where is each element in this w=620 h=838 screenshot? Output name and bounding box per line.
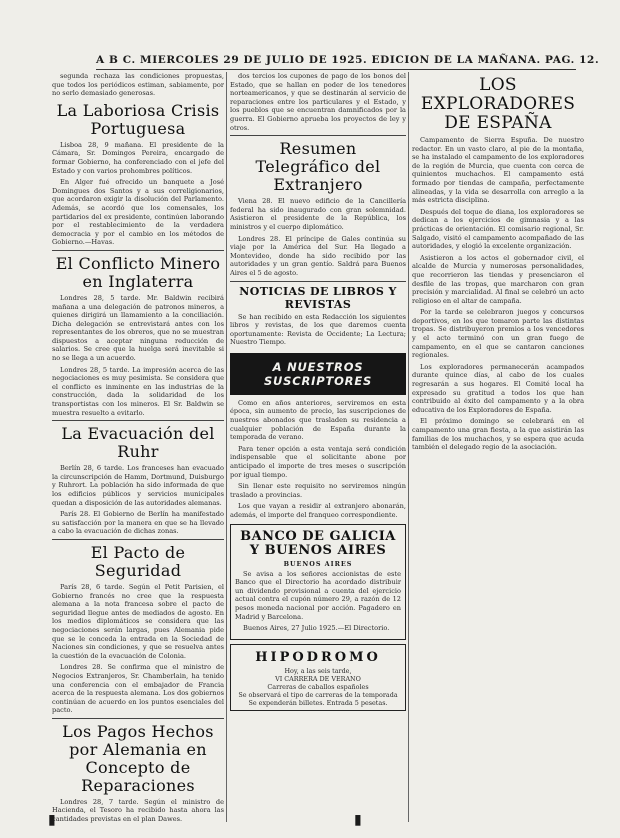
article-pacto (52, 544, 224, 715)
divider (52, 250, 224, 251)
article-paragraph: Berlín 28, 6 tarde. Los franceses han evacuado la circunscripción de Hamm, Dortmund, Duisburgo y Ruhrort. La población ha sido informada de que los edificios públicos y servicios municipales quedan a disposición de las autoridades alemanas. (52, 464, 224, 507)
headline-pacto: El Pacto de Seguridad (90, 542, 186, 580)
article-exploradores (412, 76, 584, 452)
article-ruhr (52, 425, 224, 536)
article-paragraph: Lisboa 28, 9 mañana. El presidente de la Cámara, Sr. Domingos Pereira, encargado de formar Gobierno, ha conferenciado con el jefe del Estado y con varios prohombres políticos. (52, 140, 224, 175)
hipodromo-line: Carreras de caballos españoles (267, 682, 369, 691)
subscribers-banner: A NUESTROS SUSCRIPTORES (230, 353, 406, 395)
article-paragraph: Londres 28, 5 tarde. La impresión acerca de las negociaciones es muy pesimista. Se considera que el conflicto es inminente en las industrias de la construcción, dada la solidaridad de los transportistas con los mineros. El Sr. Baldwin se muestra resuelto a evitarlo. (52, 365, 224, 417)
bank-paragraph: Se avisa a los señores accionistas de este Banco que el Directorio ha acordado distribuir un dividendo provisional a cuenta del ejercicio actual contra el cupón número 29, a razón de 12 pesos moneda nacional por acción. Pagadero en Madrid y Barcelona. (235, 569, 401, 621)
article-paragraph: Londres 28, 5 tarde. Mr. Baldwin recibirá mañana a una delegación de patronos mineros, a quienes dirigirá un llamamiento a la conciliación. Dicha delegación se entrevistará antes con los representantes de los obreros, que no se muestran dispuestos a aceptar ninguna reducción de salarios. Se cree que la huelga será inevitable si no se llega a un acuerdo. (52, 293, 224, 363)
article-paragraph: Los exploradores permanecerán acampados durante quince días, al cabo de los cuales regresarán a sus hogares. El Comité local ha expresado su gratitud a todos los que han contribuido al éxito del campamento y a la obra educativa de los Exploradores de España. (412, 362, 584, 414)
hipodromo-line: VI CARRERA DE VERANO (275, 674, 361, 683)
headline-conflicto: El Conflicto Minero en Inglaterra (55, 253, 221, 291)
headline-exploradores: LOS EXPLORADORES DE ESPAÑA (420, 75, 576, 133)
registration-mark-left: ▮ (48, 812, 56, 828)
column-middle (230, 72, 406, 824)
article-paragraph: París 28, 6 tarde. Según el Petit Parisien, el Gobierno francés no cree que la respuesta alemana a la nota francesa sobre el pacto de seguridad llegue antes de mediados de agosto. En los medios diplomáticos se considera que las negociaciones serán largas, pues Alemania pide que se le conceda la entrada en la Sociedad de Naciones sin condiciones, y que se resuelva antes la cuestión de la evacuación de Colonia. (52, 582, 224, 660)
article-paragraph: Londres 28. Se confirma que el ministro de Negocios Extranjeros, Sr. Chamberlain, ha tenido una conferencia con el embajador de Francia acerca de la respuesta alemana. Los dos gobiernos continúan de acuerdo en los puntos esenciales del pacto. (52, 663, 224, 715)
article-pagos (52, 723, 224, 824)
article-laboriosa (52, 102, 224, 247)
article-paragraph: Asistieron a los actos el gobernador civil, el alcalde de Murcia y numerosas personalidades, que recorrieron las tiendas y presenciaron el desfile de las tropas, que marcharon con gran precisión y marcialidad. Al final se celebró un acto religioso en el altar de campaña. (412, 253, 584, 305)
headline-laboriosa: La Laboriosa Crisis Portuguesa (56, 100, 220, 138)
bank-title: BANCO DE GALICIA Y BUENOS AIRES (240, 528, 396, 558)
bank-advertisement (230, 524, 406, 640)
article-paragraph: Como en años anteriores, serviremos en esta época, sin aumento de precio, las suscripciones de nuestros abonados que trasladen su residencia a cualquier población de España durante la temporada de verano. (230, 398, 406, 442)
intro-paragraph: segunda rechaza las condiciones propuestas, que todos los periódicos estiman, sabiamente, por no serlo demasiado generosas. (52, 72, 224, 98)
article-paragraph: Viena 28. El nuevo edificio de la Cancillería federal ha sido inaugurado con gran solemnidad. Asistieron el presidente de la República, los ministros y el cuerpo diplomático. (230, 197, 406, 231)
hipodromo-line: Se observará el tipo de carreras de la temporada (238, 690, 398, 699)
running-head: A B C. MIERCOLES 29 DE JULIO DE 1925. EDICION DE LA MAÑANA. PAG. 12. (96, 54, 576, 70)
bank-subtitle: BUENOS AIRES (283, 559, 353, 568)
hipodromo-title: HIPODROMO (255, 649, 381, 665)
hipodromo-advertisement (230, 644, 406, 711)
article-paragraph: Sin llenar este requisito no serviremos ningún traslado a provincias. (230, 482, 406, 499)
article-paragraph: Los que vayan a residir al extranjero abonarán, además, el importe del franqueo correspondiente. (230, 502, 406, 519)
column-rule-2 (408, 72, 409, 822)
article-suscriptores (230, 399, 406, 520)
article-paragraph: El próximo domingo se celebrará en el campamento una gran fiesta, a la que asistirán las familias de los muchachos, y se espera que acuda también el delegado regio de la asociación. (412, 417, 584, 452)
article-paragraph: Londres 28, 7 tarde. Según el ministro de Hacienda, el Tesoro ha recibido hasta ahora las cantidades previstas en el plan Dawes. (52, 797, 224, 824)
article-paragraph: Campamento de Sierra Espuña. De nuestro redactor. En un vasto claro, al pie de la montaña, se ha instalado el campamento de los exploradores de la región de Murcia, que cuenta con cerca de quinientos muchachos. El campamento está formado por tiendas de campaña, perfectamente alineadas, y la vida se desarrolla con arreglo a la más estricta disciplina. (412, 136, 584, 205)
headline-ruhr: La Evacuación del Ruhr (61, 424, 215, 462)
headline-resumen: Resumen Telegráfico del Extranjero (255, 139, 381, 195)
registration-mark-right: ▮ (354, 812, 362, 828)
article-paragraph: dos tercios los cupones de pago de los bonos del Estado, que se hallan en poder de los tenedores norteamericanos, y que se destinarán al servicio de reparaciones entre los particulares y el Estado, y los pueblos que se encuentran damnificados por la guerra. El Gobierno aprueba los proyectos de ley y otros. (230, 72, 406, 132)
column-rule-1 (226, 72, 227, 822)
article-paragraph: Para tener opción a esta ventaja será condición indispensable que el solicitante abone por anticipado el importe de tres meses o suscripción por igual tiempo. (230, 444, 406, 479)
divider (52, 420, 224, 421)
article-paragraph: París 28. El Gobierno de Berlín ha manifestado su satisfacción por la manera en que se ha llevado a cabo la evacuación de dichas zonas. (52, 510, 224, 536)
column-right (412, 72, 584, 824)
hipodromo-line: Hoy, a las seis tarde, (284, 666, 352, 675)
article-noticias (230, 285, 406, 347)
article-resumen (230, 140, 406, 277)
hipodromo-line: Se expenderán billetes. Entrada 5 pesetas. (248, 698, 388, 707)
article-paragraph: Por la tarde se celebraron juegos y concursos deportivos, en los que tomaron parte las distintas tropas. Se distribuyeron premios a los vencedores y el acto terminó con un gran fuego de campamento, en el que se cantaron canciones regionales. (412, 308, 584, 360)
article-paragraph: Londres 28. El príncipe de Gales continúa su viaje por la América del Sur. Ha llegado a Montevideo, donde ha sido recibido por las autoridades y un gran gentío. Saldrá para Buenos Aires el 5 de agosto. (230, 234, 406, 277)
headline-pagos: Los Pagos Hechos por Alemania en Concepto de Reparaciones (62, 721, 214, 795)
article-conflicto (52, 255, 224, 417)
divider (230, 281, 406, 282)
article-paragraph: Después del toque de diana, los exploradores se dedican a los ejercicios de gimnasia y a las prácticas de orientación. El comisario regional, Sr. Salgado, visitó el campamento acompañado de las autoridades, y elogió la excelente organización. (412, 207, 584, 251)
divider (52, 539, 224, 540)
article-paragraph: Se han recibido en esta Redacción los siguientes libros y revistas, de los que daremos cuenta oportunamente: Revista de Occidente; La Lectura; Nuestro Tiempo. (230, 312, 406, 347)
bank-paragraph: Buenos Aires, 27 Julio 1925.—El Directorio. (243, 624, 390, 633)
divider (230, 135, 406, 136)
divider (52, 718, 224, 719)
article-paragraph: En Alger fué ofrecido un banquete a José Domingues dos Santos y a sus correligionarios, que acordaron exigir la disolución del Parlamento. Además, se acordó que los comensales, los partidarios del ex presidente, continúen laborando por el restablecimiento de la verdadera democracia y por el cambio en los métodos de Gobierno.—Havas. (52, 178, 224, 247)
column-left (52, 72, 224, 824)
headline-noticias: NOTICIAS DE LIBROS Y REVISTAS (239, 284, 397, 311)
